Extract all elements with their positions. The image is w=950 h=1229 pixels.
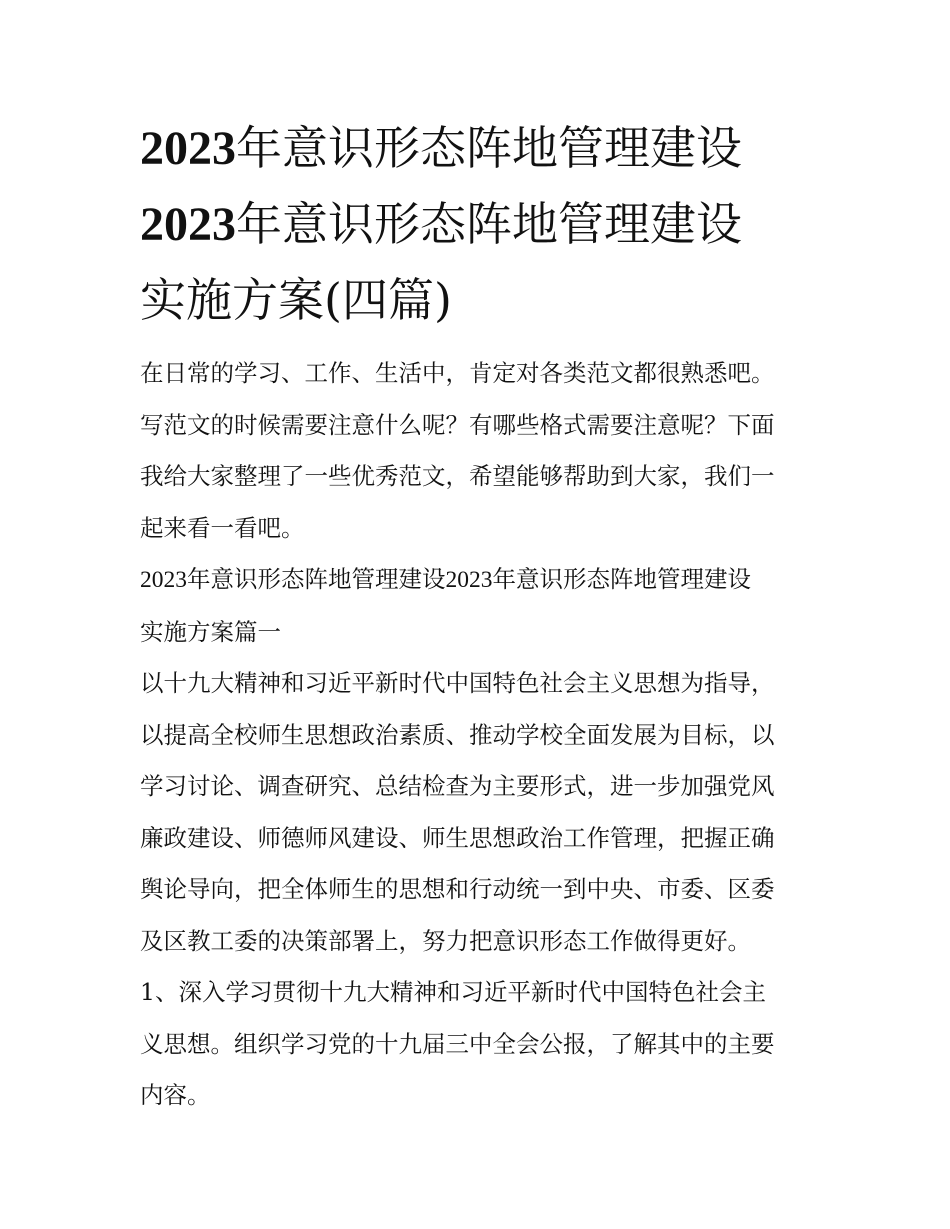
intro-line: 起来看一看吧。 xyxy=(140,513,305,542)
title-line-2 xyxy=(140,186,820,262)
body-line: 以提高全校师生思想政治素质、推动学校全面发展为目标，以 xyxy=(140,720,775,749)
section-year-1: 2023 xyxy=(140,567,187,593)
list-item-line: 义思想。组织学习党的十九届三中全会公报，了解其中的主要 xyxy=(140,1029,775,1058)
title-text-2: 年意识形态阵地管理建设 xyxy=(236,197,742,251)
intro-line: 在日常的学习、工作、生活中，肯定对各类范文都很熟悉吧。 xyxy=(140,359,775,387)
list-item-line: 内容。 xyxy=(140,1081,211,1109)
body-line: 及区教工委的决策部署上，努力把意识形态工作做得更好。 xyxy=(140,926,751,955)
body-paragraph xyxy=(140,658,820,967)
intro-paragraph xyxy=(140,348,820,554)
section-year-2: 2023 xyxy=(445,567,493,593)
title-year-2: 2023 xyxy=(140,198,236,251)
list-item-line: 1、深入学习贯彻十九大精神和习近平新时代中国特色社会主 xyxy=(140,978,766,1006)
list-item-1 xyxy=(140,967,820,1122)
section-heading xyxy=(140,554,820,658)
body-line: 学习讨论、调查研究、总结检查为主要形式，进一步加强党风 xyxy=(140,772,775,800)
title-year-1: 2023 xyxy=(140,122,236,175)
body-line: 廉政建设、师德师风建设、师生思想政治工作管理，把握正确 xyxy=(140,823,775,852)
document-title xyxy=(140,110,820,338)
section-heading-line-2: 实施方案篇一 xyxy=(140,617,281,646)
title-text-1: 年意识形态阵地管理建设 xyxy=(236,121,742,175)
title-line-3: 实施方案(四篇) xyxy=(140,273,452,327)
section-text-1: 年意识形态阵地管理建设 xyxy=(187,565,446,593)
document-page xyxy=(140,110,820,1122)
body-line: 以十九大精神和习近平新时代中国特色社会主义思想为指导， xyxy=(140,669,775,697)
body-line: 舆论导向，把全体师生的思想和行动统一到中央、市委、区委 xyxy=(140,875,775,903)
intro-line: 写范文的时候需要注意什么呢？有哪些格式需要注意呢？下面 xyxy=(140,410,775,439)
intro-line: 我给大家整理了一些优秀范文，希望能够帮助到大家，我们一 xyxy=(140,462,775,490)
title-line-1 xyxy=(140,110,820,186)
section-heading-line-1 xyxy=(140,554,820,607)
section-text-2: 年意识形态阵地管理建设 xyxy=(492,565,751,593)
